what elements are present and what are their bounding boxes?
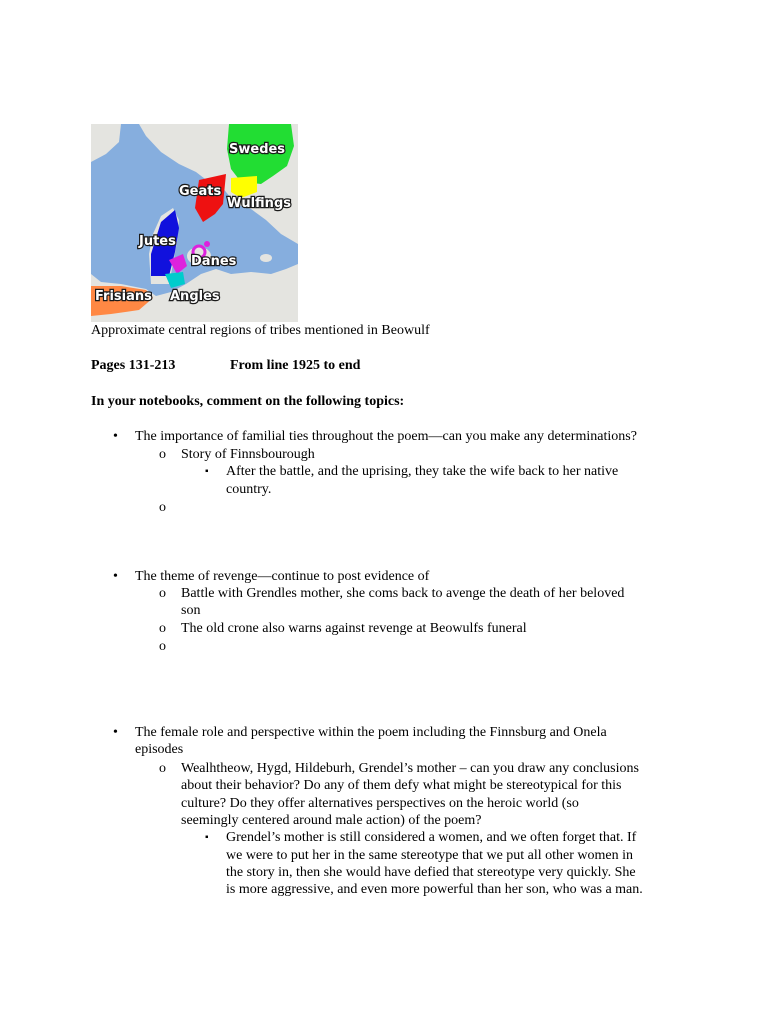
point-grendels-mother-l1: Grendel’s mother is still considered a women, and we often forget that. If xyxy=(226,830,637,845)
map-label-wulfings: Wulfings xyxy=(227,196,291,211)
map-caption: Approximate central regions of tribes mentioned in Beowulf xyxy=(91,323,430,338)
point-grendels-mother-l3: the story in, then she would have defied that stereotype very quickly. She xyxy=(226,865,636,880)
line-range: From line 1925 to end xyxy=(230,358,361,373)
bullet-revenge: The theme of revenge—continue to post evidence of xyxy=(135,569,430,584)
pages-range: Pages 131-213 xyxy=(91,358,176,373)
map-label-swedes: Swedes xyxy=(229,142,286,157)
bullet-marker: • xyxy=(113,725,118,740)
point-after-battle-l1: After the battle, and the uprising, they take the wife back to her native xyxy=(226,464,619,479)
tribes-map xyxy=(91,124,298,322)
map-label-jutes: Jutes xyxy=(139,234,176,249)
sub-bullet-grendles-mother-l2: son xyxy=(181,603,201,618)
sub-bullet-wealhtheow-l4: seemingly centered around male action) of the poem? xyxy=(181,813,482,828)
sub-bullet-wealhtheow-l2: about their behavior? Do any of them defy what might be stereotypical for this xyxy=(181,778,622,793)
sub-bullet-grendles-mother-l1: Battle with Grendles mother, she coms back to avenge the death of her beloved xyxy=(181,586,625,601)
sub-bullet-marker: o xyxy=(159,621,166,636)
sub-bullet-wealhtheow-l1: Wealhtheow, Hygd, Hildeburh, Grendel’s mother – can you draw any conclusions xyxy=(181,761,639,776)
sub-bullet-finnsbourough: Story of Finnsbourough xyxy=(181,447,315,462)
map-label-danes: Danes xyxy=(191,254,237,269)
instruction-heading: In your notebooks, comment on the following topics: xyxy=(91,394,405,409)
sub-bullet-empty-marker: o xyxy=(159,500,166,515)
map-land-bornholm xyxy=(260,254,272,262)
point-grendels-mother-l4: is more aggressive, and even more powerful than her son, who was a man. xyxy=(226,882,643,897)
point-after-battle-l2: country. xyxy=(226,482,272,497)
map-label-angles: Angles xyxy=(170,289,220,304)
map-label-frisians: Frisians xyxy=(95,289,152,304)
sub-bullet-empty-marker: o xyxy=(159,639,166,654)
bullet-marker: • xyxy=(113,429,118,444)
sub-bullet-old-crone: The old crone also warns against revenge at Beowulfs funeral xyxy=(181,621,527,636)
sub-bullet-marker: o xyxy=(159,447,166,462)
sub-bullet-wealhtheow-l3: culture? Do they offer alternatives perspectives on the heroic world (so xyxy=(181,796,579,811)
sub-bullet-marker: o xyxy=(159,586,166,601)
map-region-danes-dot xyxy=(204,241,210,247)
point-marker: ▪ xyxy=(205,466,209,477)
sub-bullet-marker: o xyxy=(159,761,166,776)
map-label-geats: Geats xyxy=(179,184,222,199)
point-marker: ▪ xyxy=(205,832,209,843)
point-grendels-mother-l2: we were to put her in the same stereotype that we put all other women in xyxy=(226,848,634,863)
bullet-familial-ties: The importance of familial ties throughout the poem—can you make any determinations? xyxy=(135,429,637,444)
bullet-female-role-l1: The female role and perspective within the poem including the Finnsburg and Onela xyxy=(135,725,607,740)
bullet-marker: • xyxy=(113,569,118,584)
bullet-female-role-l2: episodes xyxy=(135,742,184,757)
